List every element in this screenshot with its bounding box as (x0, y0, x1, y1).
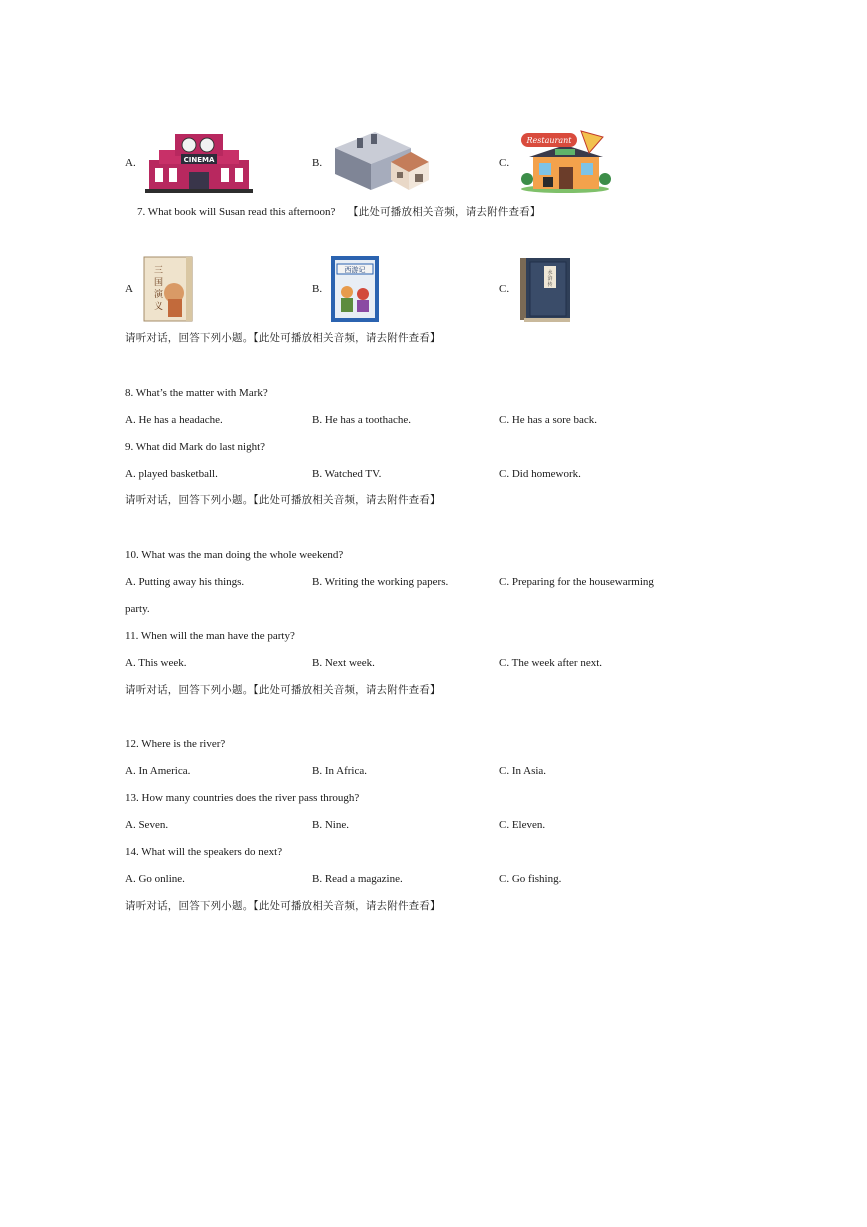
q10-option-b: B. Writing the working papers. (312, 576, 449, 588)
cinema-icon (145, 130, 253, 193)
svg-text:西游记: 西游记 (344, 266, 366, 274)
q9-option-c: C. Did homework. (499, 468, 581, 480)
q9-option-b: B. Watched TV. (312, 468, 382, 480)
q7-option-c-label: C. (499, 283, 510, 295)
q9-question: 9. What did Mark do last night? (125, 441, 266, 453)
svg-text:义: 义 (154, 302, 164, 312)
q13-option-b: B. Nine. (312, 819, 349, 831)
q7-question: 7. What book will Susan read this afternoon? (137, 206, 336, 218)
option-c-label: C. (499, 157, 510, 169)
book-classic-icon (518, 256, 572, 324)
svg-text:三: 三 (154, 266, 164, 276)
book-sanguo-icon (142, 255, 196, 323)
restaurant-sign: Restaurant (526, 136, 572, 145)
q13-question: 13. How many countries does the river pass through? (125, 792, 360, 804)
section1-instruction: 请听对话，回答下列小题。【此处可播放相关音频，请去附件查看】 (125, 332, 441, 344)
svg-text:浒: 浒 (547, 276, 553, 282)
section3-instruction: 请听对话，回答下列小题。【此处可播放相关音频，请去附件查看】 (125, 684, 441, 696)
q14-question: 14. What will the speakers do next? (125, 846, 283, 858)
q10-option-c: C. Preparing for the housewarming (499, 576, 654, 588)
svg-text:国: 国 (154, 278, 164, 288)
q14-option-a: A. Go online. (125, 873, 185, 885)
svg-text:演: 演 (154, 290, 164, 300)
q10-option-c-continued: party. (125, 603, 150, 615)
q13-option-a: A. Seven. (125, 819, 169, 831)
q11-option-a: A. This week. (125, 657, 187, 669)
q12-option-c: C. In Asia. (499, 765, 547, 777)
svg-text:水: 水 (547, 270, 553, 276)
section2-instruction: 请听对话，回答下列小题。【此处可播放相关音频，请去附件查看】 (125, 494, 441, 506)
q14-option-b: B. Read a magazine. (312, 873, 403, 885)
q13-option-c: C. Eleven. (499, 819, 546, 831)
section4-instruction: 请听对话，回答下列小题。【此处可播放相关音频，请去附件查看】 (125, 900, 441, 912)
q7-audio-note: 【此处可播放相关音频，请去附件查看】 (348, 206, 541, 218)
q12-question: 12. Where is the river? (125, 738, 226, 750)
q12-option-b: B. In Africa. (312, 765, 367, 777)
q8-option-a: A. He has a headache. (125, 414, 223, 426)
q11-option-b: B. Next week. (312, 657, 375, 669)
q10-option-a: A. Putting away his things. (125, 576, 245, 588)
svg-text:传: 传 (547, 282, 553, 288)
q8-question: 8. What’s the matter with Mark? (125, 387, 268, 399)
option-a-label: A. (125, 157, 136, 169)
q7-option-a-label: A (125, 283, 133, 295)
factory-icon (331, 128, 431, 194)
q9-option-a: A. played basketball. (125, 468, 218, 480)
q8-option-b: B. He has a toothache. (312, 414, 411, 426)
restaurant-icon (519, 127, 615, 194)
q12-option-a: A. In America. (125, 765, 191, 777)
option-b-label: B. (312, 157, 323, 169)
q7-option-b-label: B. (312, 283, 323, 295)
book-xiyouji-icon (329, 254, 381, 324)
cinema-sign: CINEMA (183, 156, 215, 164)
q10-question: 10. What was the man doing the whole weekend? (125, 549, 344, 561)
q14-option-c: C. Go fishing. (499, 873, 562, 885)
q11-question: 11. When will the man have the party? (125, 630, 295, 642)
q11-option-c: C. The week after next. (499, 657, 603, 669)
q8-option-c: C. He has a sore back. (499, 414, 598, 426)
